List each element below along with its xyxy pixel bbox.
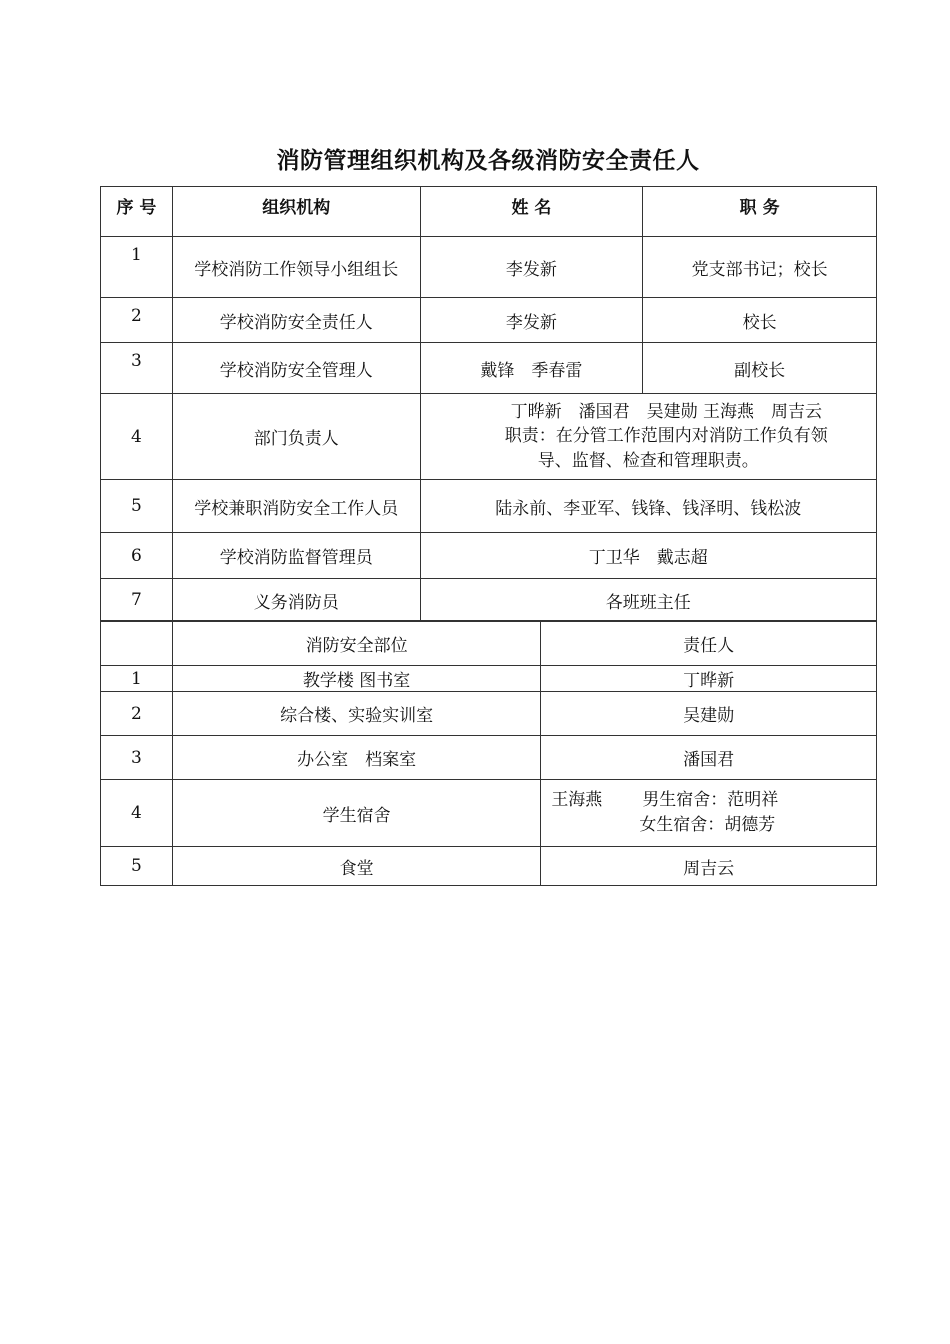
table-row bbox=[101, 666, 877, 692]
table-header-row bbox=[101, 621, 877, 666]
row-seq: 4 bbox=[101, 394, 173, 480]
row-seq: 7 bbox=[101, 579, 173, 622]
row-seq: 3 bbox=[101, 343, 173, 394]
row-place: 办公室 档案室 bbox=[172, 736, 540, 780]
row-seq: 5 bbox=[101, 480, 173, 533]
table-row bbox=[101, 579, 877, 622]
row-seq: 3 bbox=[101, 736, 173, 780]
row-seq: 2 bbox=[101, 692, 173, 736]
table-row bbox=[101, 736, 877, 780]
header-place: 消防安全部位 bbox=[172, 621, 540, 666]
row-org: 部门负责人 bbox=[172, 394, 420, 480]
row-org: 学校消防监督管理员 bbox=[172, 533, 420, 579]
dorm-male-person: 男生宿舍：范明祥 bbox=[642, 790, 779, 811]
table-row bbox=[101, 780, 877, 847]
row-org: 学校消防安全责任人 bbox=[172, 298, 420, 343]
row-name: 各班班主任 bbox=[420, 579, 876, 622]
department-heads-duty-line1: 职责：在分管工作范围内对消防工作负有领 bbox=[504, 426, 828, 447]
row-position: 副校长 bbox=[643, 343, 877, 394]
header-seq bbox=[101, 621, 173, 666]
row-name: 陆永前、李亚军、钱锋、钱泽明、钱松波 bbox=[420, 480, 876, 533]
department-heads-names: 丁晔新 潘国君 吴建勋 王海燕 周吉云 bbox=[510, 401, 822, 422]
row-name: 李发新 bbox=[420, 237, 643, 298]
safety-area-table bbox=[100, 620, 877, 886]
table-row bbox=[101, 237, 877, 298]
row-org: 义务消防员 bbox=[172, 579, 420, 622]
header-name: 姓 名 bbox=[420, 187, 643, 237]
organization-table bbox=[100, 186, 877, 622]
table-header-row bbox=[101, 187, 877, 237]
row-place: 综合楼、实验实训室 bbox=[172, 692, 540, 736]
row-position: 党支部书记；校长 bbox=[643, 237, 877, 298]
row-seq: 1 bbox=[101, 666, 173, 692]
row-org: 学校消防安全管理人 bbox=[172, 343, 420, 394]
table-row bbox=[101, 343, 877, 394]
dormitory-person-cell bbox=[541, 780, 877, 847]
row-place: 教学楼 图书室 bbox=[172, 666, 540, 692]
row-place: 食堂 bbox=[172, 847, 540, 886]
row-seq: 4 bbox=[101, 780, 173, 847]
dorm-main-person: 王海燕 bbox=[551, 790, 603, 811]
row-person: 吴建勋 bbox=[541, 692, 877, 736]
table-row bbox=[101, 533, 877, 579]
header-position: 职 务 bbox=[643, 187, 877, 237]
table-row bbox=[101, 480, 877, 533]
row-person: 丁晔新 bbox=[541, 666, 877, 692]
row-seq: 2 bbox=[101, 298, 173, 343]
row-org: 学校兼职消防安全工作人员 bbox=[172, 480, 420, 533]
table-row bbox=[101, 847, 877, 886]
table-row bbox=[101, 394, 877, 480]
row-person: 周吉云 bbox=[541, 847, 877, 886]
department-heads-cell bbox=[420, 394, 876, 480]
row-person: 潘国君 bbox=[541, 736, 877, 780]
row-seq: 5 bbox=[101, 847, 173, 886]
table-row bbox=[101, 692, 877, 736]
row-name: 丁卫华 戴志超 bbox=[420, 533, 876, 579]
row-position: 校长 bbox=[643, 298, 877, 343]
row-org: 学校消防工作领导小组组长 bbox=[172, 237, 420, 298]
department-heads-duty-line2: 导、监督、检查和管理职责。 bbox=[537, 450, 759, 471]
row-name: 戴锋 季春雷 bbox=[420, 343, 643, 394]
dorm-female-person: 女生宿舍：胡德芳 bbox=[639, 815, 776, 835]
header-seq: 序 号 bbox=[101, 187, 173, 237]
row-seq: 1 bbox=[101, 237, 173, 298]
row-name: 李发新 bbox=[420, 298, 643, 343]
row-place: 学生宿舍 bbox=[172, 780, 540, 847]
header-org: 组织机构 bbox=[172, 187, 420, 237]
table-row bbox=[101, 298, 877, 343]
row-seq: 6 bbox=[101, 533, 173, 579]
header-person: 责任人 bbox=[541, 621, 877, 666]
page-title: 消防管理组织机构及各级消防安全责任人 bbox=[276, 148, 700, 174]
